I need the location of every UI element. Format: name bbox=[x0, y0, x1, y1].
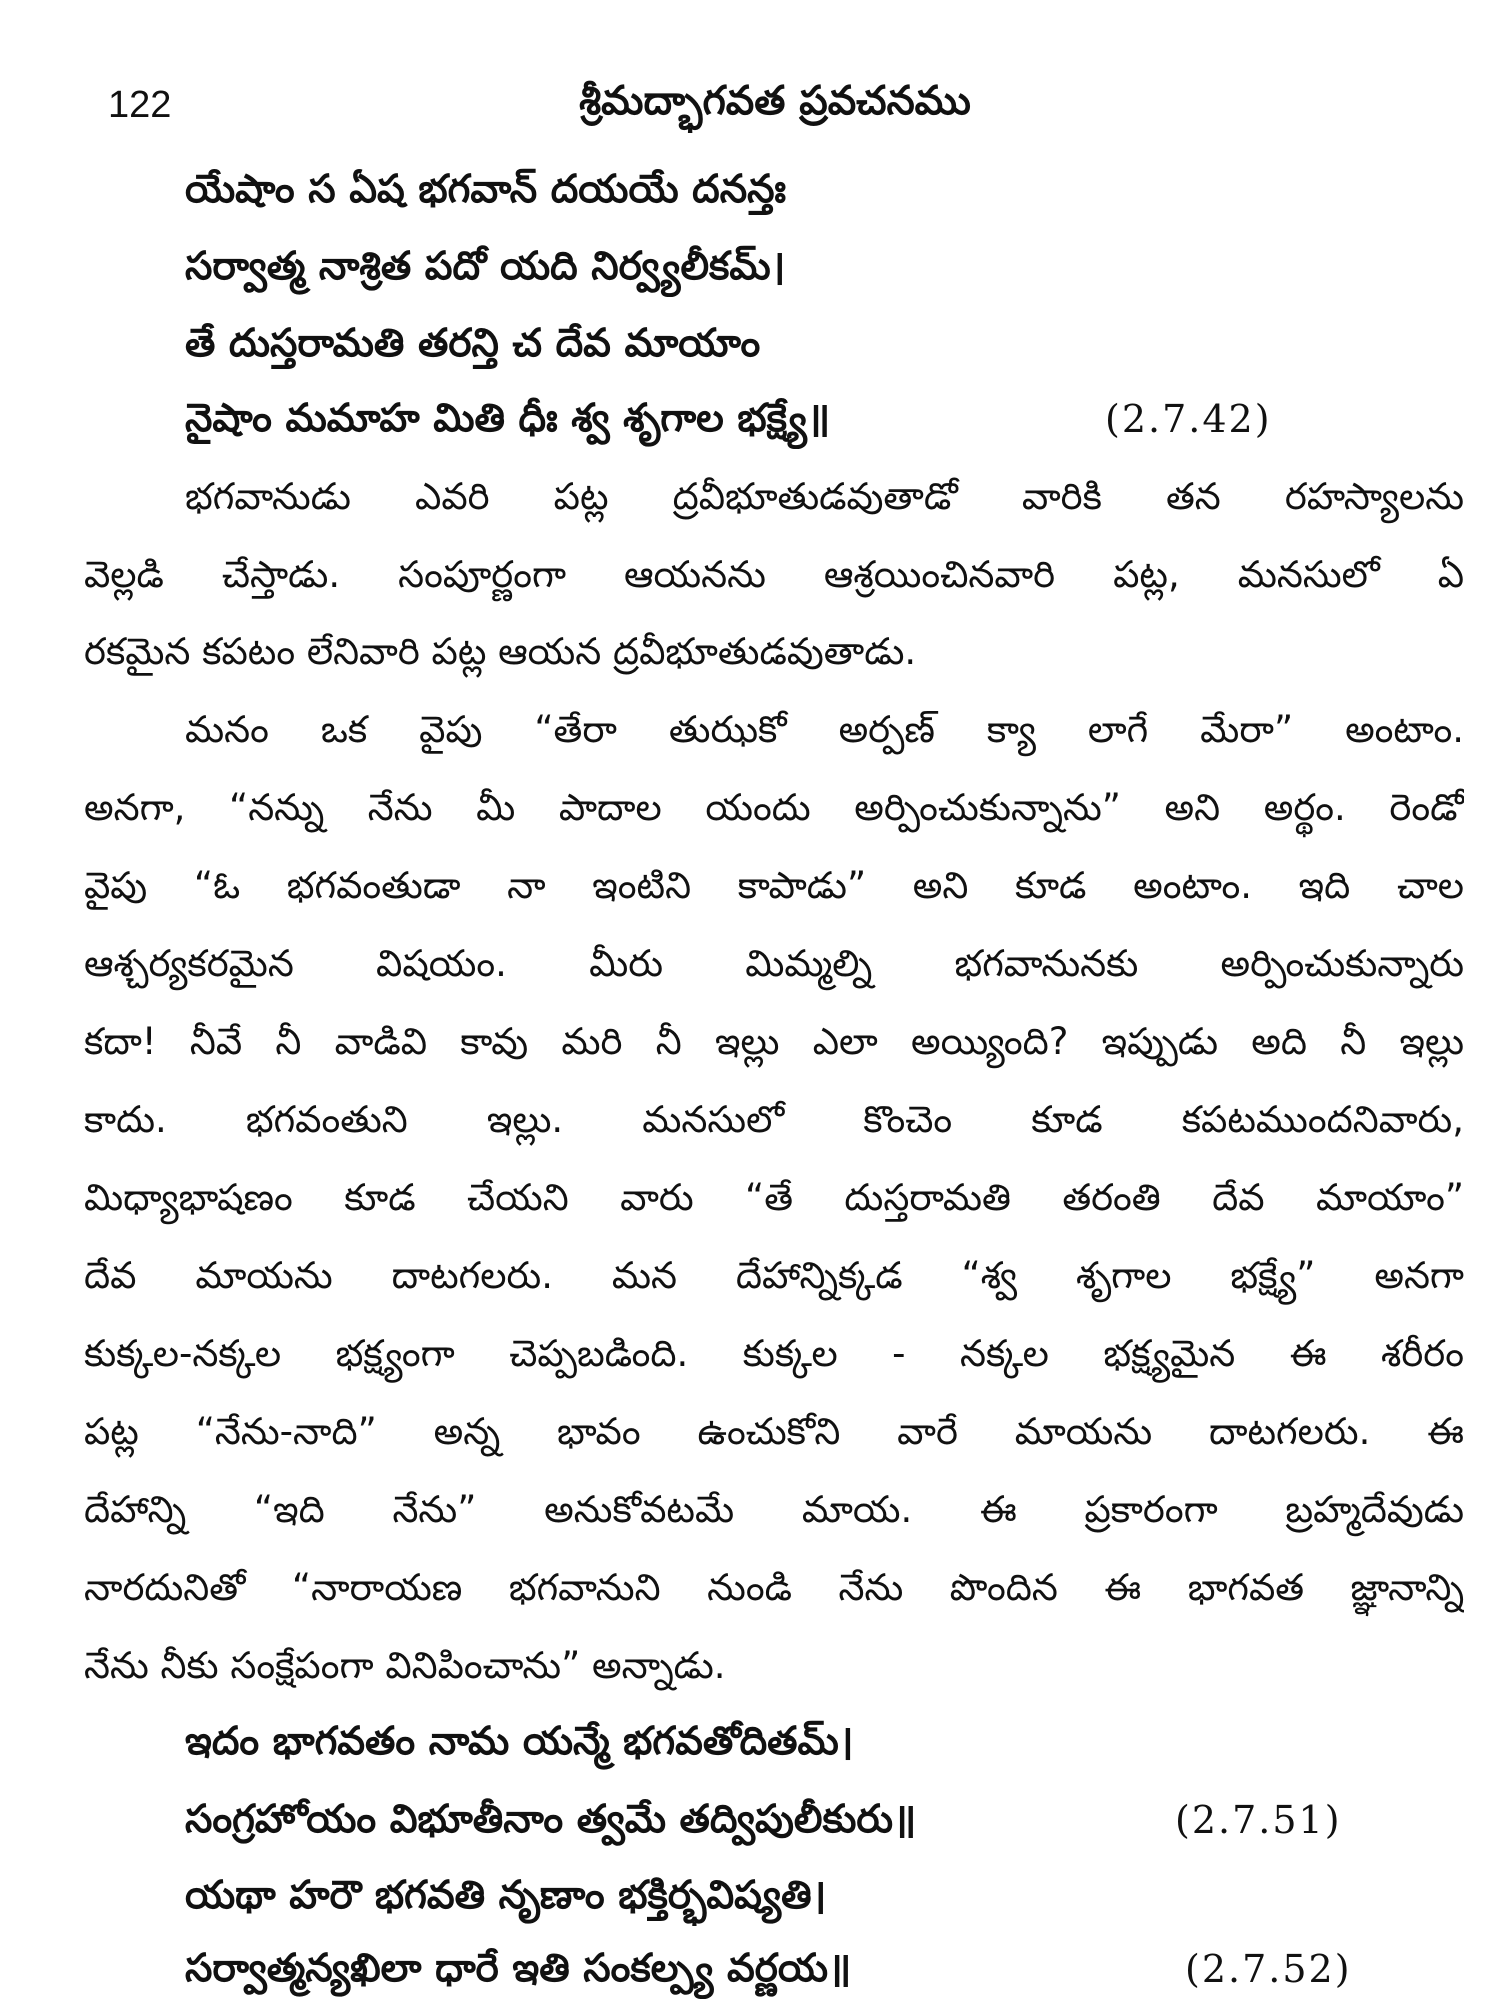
paragraph-line: మిధ్యాభాషణం కూడ చేయని వారు “తే దుస్తరామతి తరంతి దేవ మాయాం” bbox=[84, 1176, 1464, 1219]
paragraph-line: కాదు. భగవంతుని ఇల్లు. మనసులో కొంచెం కూడ కపటముందనివారు, bbox=[84, 1098, 1464, 1141]
verse-line: సర్వాత్మన్యఖిలా ధారే ఇతి సంకల్ప్య వర్ణయ॥ bbox=[185, 1946, 852, 1991]
paragraph-line: దేహాన్ని “ఇది నేను” అనుకోవటమే మాయ. ఈ ప్రకారంగా బ్రహ్మదేవుడు bbox=[84, 1488, 1464, 1531]
verse-reference: (2.7.51) bbox=[1175, 1798, 1342, 1842]
paragraph-line: రకమైన కపటం లేనివారి పట్ల ఆయన ద్రవీభూతుడవుతాడు. bbox=[84, 630, 917, 673]
verse-reference: (2.7.52) bbox=[1185, 1947, 1352, 1991]
running-title: శ్రీమద్భాగవత ప్రవచనము bbox=[579, 78, 971, 124]
verse-line-with-reference bbox=[185, 1790, 1475, 1850]
verse-reference: (2.7.42) bbox=[1105, 397, 1272, 441]
verse-line-with-reference bbox=[185, 389, 1475, 449]
verse-line: యథా హరౌ భగవతి నృణాం భక్తిర్భవిష్యతి। bbox=[185, 1873, 827, 1918]
paragraph-line: కుక్కల-నక్కల భక్ష్యంగా చెప్పబడింది. కుక్కల - నక్కల భక్ష్యమైన ఈ శరీరం bbox=[84, 1332, 1464, 1375]
paragraph-line: భగవానుడు ఎవరి పట్ల ద్రవీభూతుడవుతాడో వారికి తన రహస్యాలను bbox=[185, 475, 1464, 518]
paragraph-line: కదా! నీవే నీ వాడివి కావు మరి నీ ఇల్లు ఎలా అయ్యింది? ఇప్పుడు అది నీ ఇల్లు bbox=[84, 1020, 1464, 1063]
verse-line: సంగ్రహోయం విభూతీనాం త్వమే తద్విపులీకురు॥ bbox=[185, 1797, 917, 1842]
verse-line: ఇదం భాగవతం నామ యన్మే భగవతోదితమ్। bbox=[185, 1719, 854, 1764]
verse-line: సర్వాత్మ నాశ్రిత పదో యది నిర్వ్యలీకమ్। bbox=[185, 244, 786, 289]
paragraph-line: నారదునితో “నారాయణ భగవానుని నుండి నేను పొందిన ఈ భాగవత జ్ఞానాన్ని bbox=[84, 1566, 1464, 1609]
paragraph-line: మనం ఒక వైపు “తేరా తుఝకో అర్పణ్ క్యా లాగే మేరా” అంటాం. bbox=[185, 708, 1464, 751]
verse-line: నైషాం మమాహ మితి ధీః శ్వ శృగాల భక్ష్యే॥ bbox=[185, 396, 831, 441]
paragraph-line: వైపు “ఓ భగవంతుడా నా ఇంటిని కాపాడు” అని కూడ అంటాం. ఇది చాల bbox=[84, 864, 1464, 907]
paragraph-line: వెల్లడి చేస్తాడు. సంపూర్ణంగా ఆయనను ఆశ్రయించినవారి పట్ల, మనసులో ఏ bbox=[84, 553, 1464, 596]
paragraph-line: పట్ల “నేను-నాది” అన్న భావం ఉంచుకోని వారే మాయను దాటగలరు. ఈ bbox=[84, 1410, 1464, 1453]
verse-line-with-reference bbox=[185, 1939, 1475, 1999]
verse-line: యేషాం స ఏష భగవాన్ దయయే దనన్తః bbox=[185, 167, 787, 212]
page-number: 122 bbox=[108, 84, 172, 126]
paragraph-line: అనగా, “నన్ను నేను మీ పాదాల యందు అర్పించుకున్నాను” అని అర్థం. రెండో bbox=[84, 786, 1464, 829]
paragraph-line: నేను నీకు సంక్షేపంగా వినిపించాను” అన్నాడు. bbox=[84, 1644, 726, 1687]
paragraph-line: దేవ మాయను దాటగలరు. మన దేహాన్నిక్కడ “శ్వ శృగాల భక్ష్యే” అనగా bbox=[84, 1254, 1464, 1297]
verse-line: తే దుస్తరామతి తరన్తి చ దేవ మాయాం bbox=[185, 321, 761, 366]
paragraph-line: ఆశ్చర్యకరమైన విషయం. మీరు మిమ్మల్ని భగవానునకు అర్పించుకున్నారు bbox=[84, 942, 1464, 985]
page-header bbox=[0, 78, 1500, 148]
